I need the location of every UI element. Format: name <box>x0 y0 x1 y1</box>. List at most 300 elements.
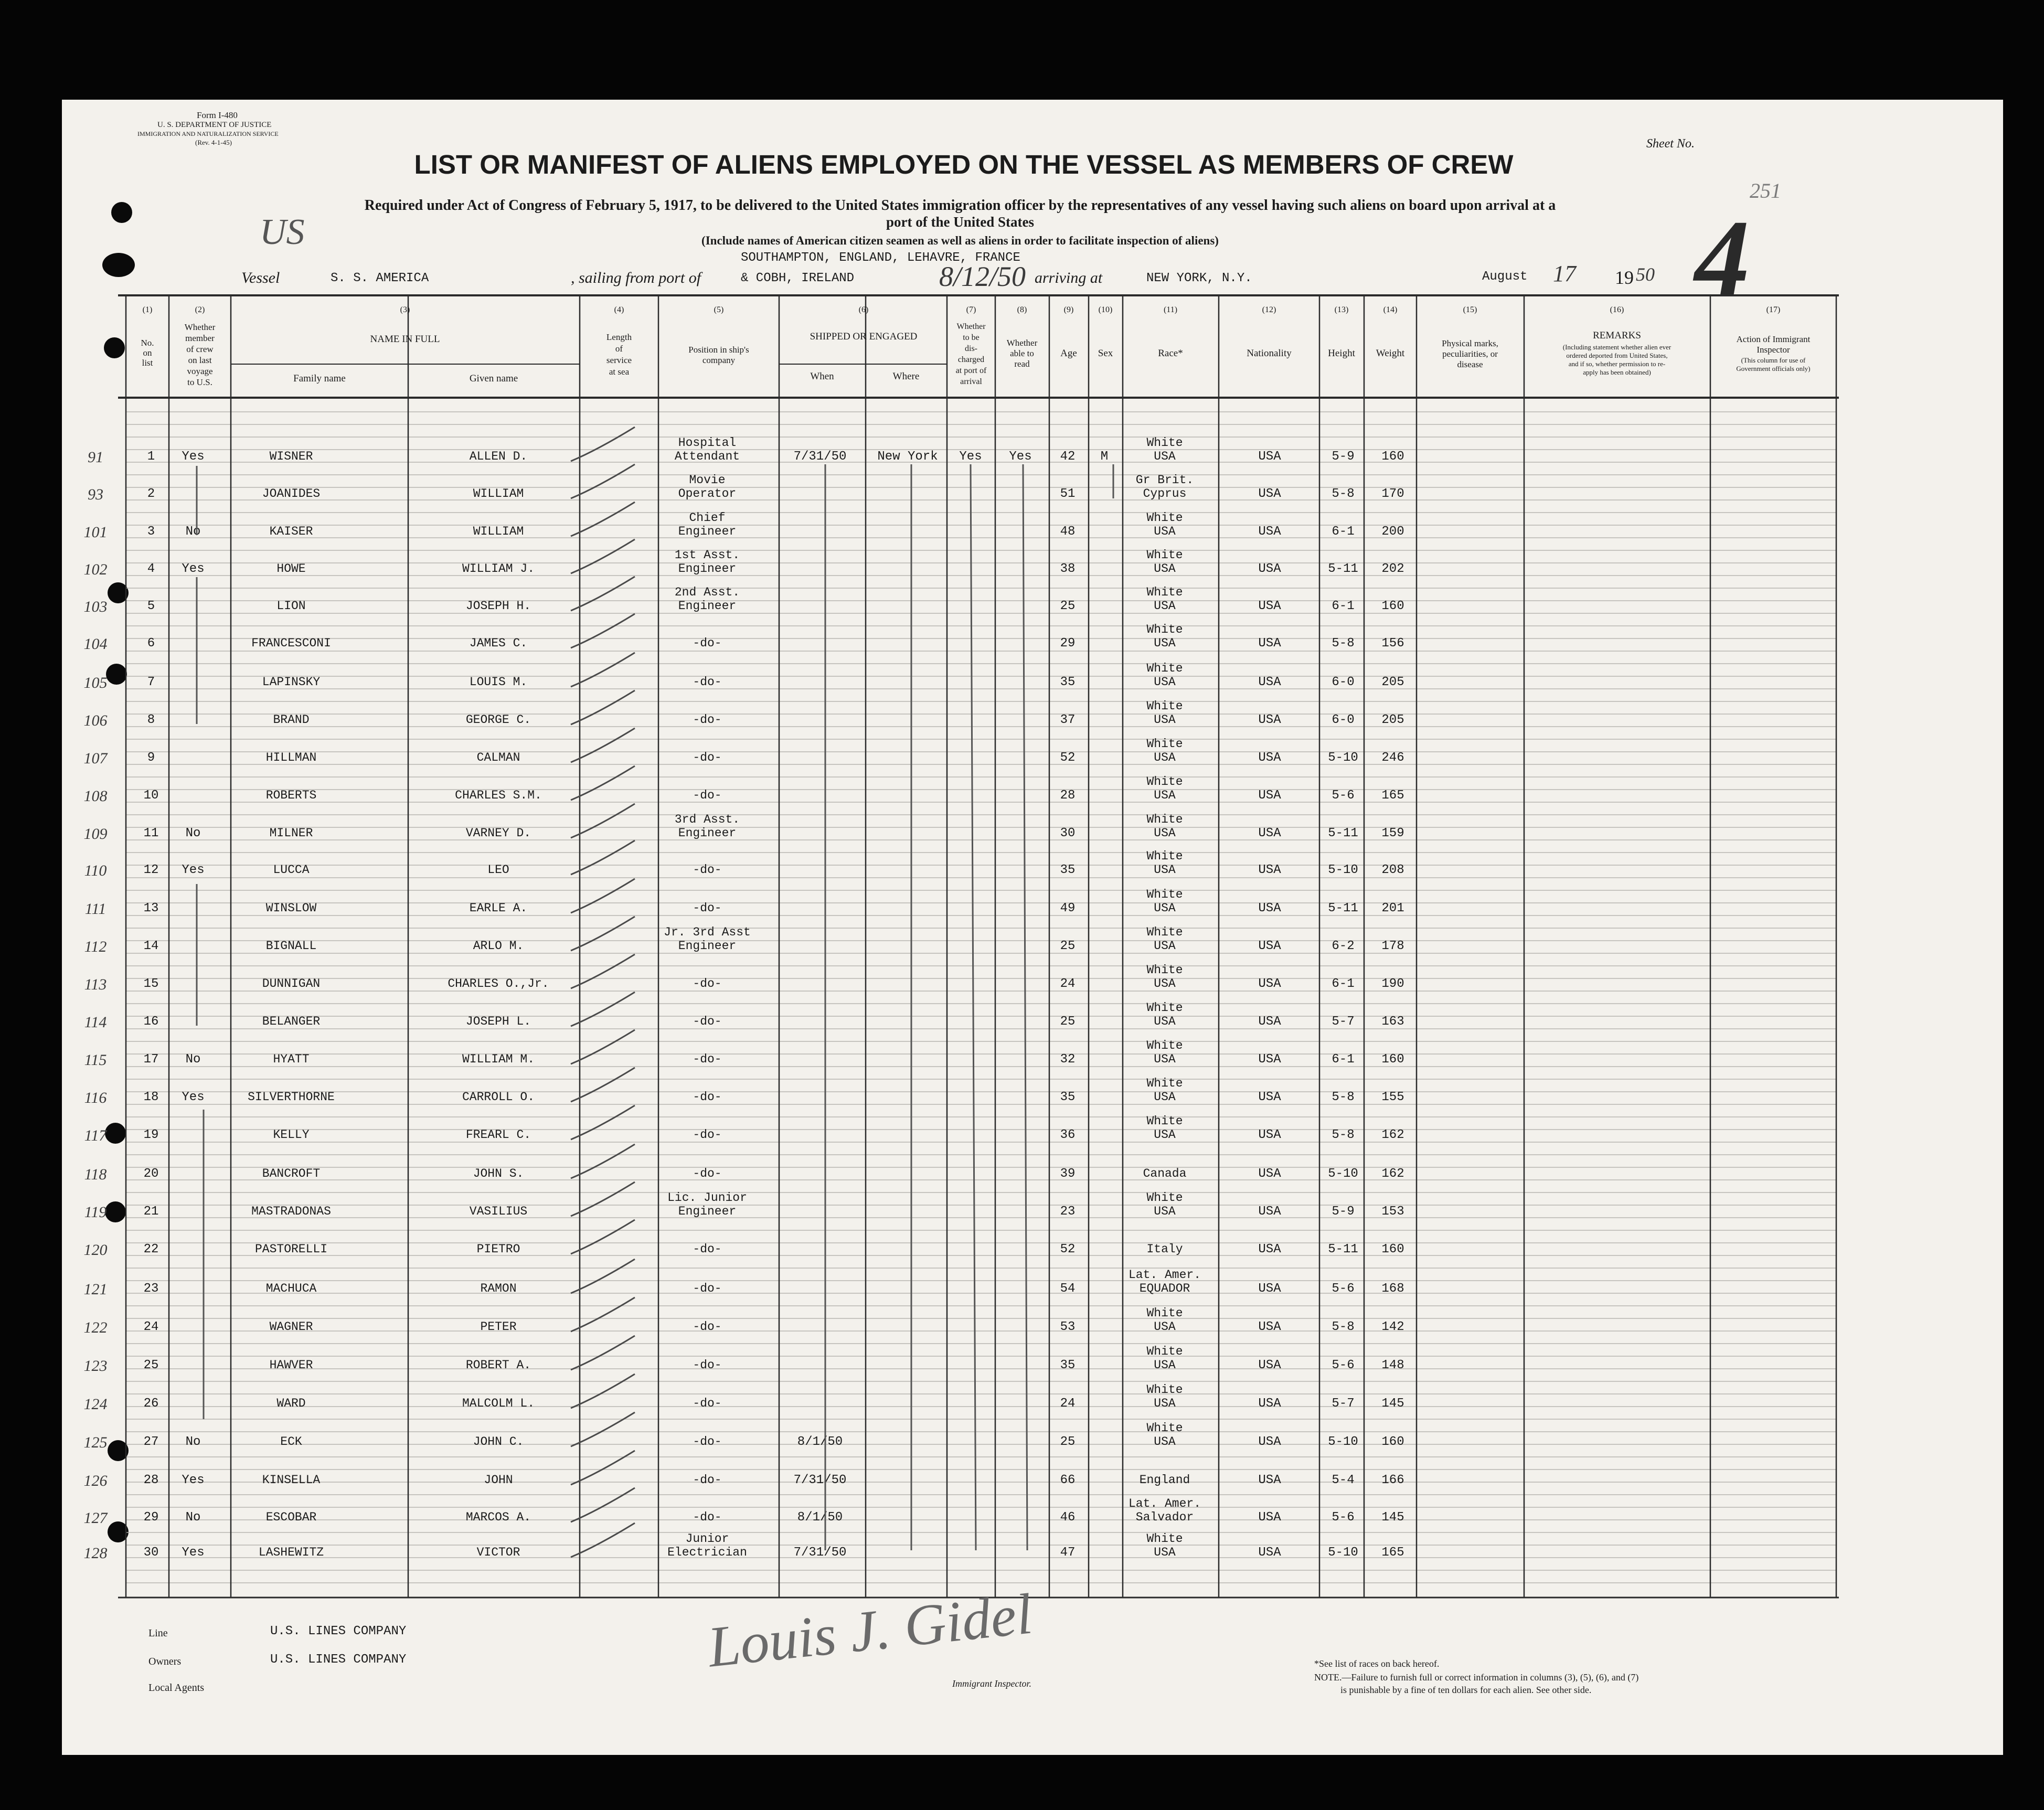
race-line-1: White <box>1146 548 1183 562</box>
height: 5-7 <box>1332 1397 1355 1411</box>
family-name: BRAND <box>273 713 310 727</box>
column-number: (13) <box>1334 305 1349 314</box>
col-discharged: arrival <box>960 377 982 386</box>
margin-number: 116 <box>84 1089 107 1106</box>
margin-number: 124 <box>83 1396 108 1413</box>
race-line-2: USA <box>1154 977 1176 991</box>
family-name: LUCCA <box>273 863 310 877</box>
shipped-when: 7/31/50 <box>793 1473 847 1487</box>
height: 5-11 <box>1328 562 1358 576</box>
given-name: JOHN S. <box>473 1167 524 1180</box>
row-number: 29 <box>143 1510 159 1525</box>
pencil-slash <box>571 728 635 762</box>
col-shipped-engaged: SHIPPED OR ENGAGED <box>810 331 918 342</box>
weight: 201 <box>1381 901 1404 915</box>
age: 25 <box>1060 599 1076 613</box>
position-line-2: -do- <box>693 1510 722 1524</box>
prev-voyage: No <box>185 1510 201 1525</box>
row-number: 4 <box>147 562 155 576</box>
family-name: HAWVER <box>269 1358 313 1372</box>
race-line-2: Cyprus <box>1143 487 1187 501</box>
column-number: (10) <box>1098 305 1113 314</box>
pencil-slash <box>571 1220 635 1254</box>
nationality: USA <box>1258 1282 1281 1296</box>
race-line-2: USA <box>1154 1397 1176 1410</box>
row-number: 2 <box>147 487 155 501</box>
margin-number: 109 <box>83 825 108 843</box>
col-inspector-note: (This column for use of <box>1741 356 1806 364</box>
pencil-slash <box>571 1182 635 1216</box>
nationality: USA <box>1258 901 1281 915</box>
position-line-2: Engineer <box>678 562 737 576</box>
col-able-read: able to <box>1010 348 1034 358</box>
family-name: BIGNALL <box>265 939 317 953</box>
race-line-2: USA <box>1154 826 1176 840</box>
race-line-1: White <box>1146 1114 1183 1128</box>
col-discharged: at port of <box>955 366 987 375</box>
pencil-slash <box>571 1259 635 1293</box>
race-line-1: White <box>1146 1306 1183 1320</box>
column-number: (12) <box>1262 305 1276 314</box>
position-line-2: -do- <box>693 1242 722 1256</box>
race-line-2: USA <box>1154 450 1176 463</box>
race-line-1: White <box>1146 1345 1183 1358</box>
margin-number: 101 <box>83 524 108 541</box>
row-number: 22 <box>143 1242 159 1257</box>
weight: 159 <box>1381 826 1404 840</box>
margin-number: 115 <box>84 1051 107 1069</box>
pencil-slash <box>571 1105 635 1140</box>
col-discharged: dis- <box>965 344 977 353</box>
race-line-1: White <box>1146 813 1183 826</box>
col-family-name: Family name <box>293 373 346 384</box>
family-name: ECK <box>280 1435 302 1449</box>
column-number: (3) <box>400 305 410 314</box>
nationality: USA <box>1258 1546 1281 1560</box>
race-line-2: USA <box>1154 901 1176 915</box>
arrival-year-hw: 50 <box>1636 264 1655 285</box>
column-number: (1) <box>142 305 153 314</box>
row-number: 8 <box>147 713 155 727</box>
age: 52 <box>1060 1242 1076 1257</box>
pencil-slash <box>571 954 635 988</box>
race-line-1: White <box>1146 849 1183 863</box>
race-line-1: Lat. Amer. <box>1128 1497 1201 1510</box>
age: 23 <box>1060 1205 1076 1219</box>
col-prev-voyage: voyage <box>187 366 213 376</box>
inspector-label: Immigrant Inspector. <box>952 1678 1031 1689</box>
given-name: GEORGE C. <box>465 713 531 727</box>
given-name: WILLIAM M. <box>462 1052 535 1066</box>
handwritten-date: 8/12/50 <box>939 261 1026 292</box>
column-number: (16) <box>1610 305 1624 314</box>
nationality: USA <box>1258 487 1281 501</box>
age: 37 <box>1060 713 1076 727</box>
height: 5-8 <box>1332 636 1355 651</box>
nationality: USA <box>1258 1205 1281 1219</box>
pencil-slash <box>571 917 635 951</box>
position-line-1: Chief <box>689 511 726 525</box>
col-height: Height <box>1328 348 1355 359</box>
age: 25 <box>1060 1435 1076 1449</box>
age: 24 <box>1060 977 1076 991</box>
position-line-2: -do- <box>693 863 722 877</box>
position-line-2: Operator <box>678 487 737 501</box>
nationality: USA <box>1258 1320 1281 1334</box>
height: 5-10 <box>1328 1435 1358 1449</box>
prev-voyage: No <box>185 1435 201 1449</box>
race-line-2: USA <box>1154 1090 1176 1104</box>
nationality: USA <box>1258 863 1281 877</box>
given-name: LEO <box>487 863 509 877</box>
col-remarks-note: ordered deported from United States, <box>1566 352 1668 359</box>
weight: 190 <box>1381 977 1404 991</box>
position-line-2: -do- <box>693 636 722 650</box>
given-name: JOHN C. <box>473 1435 524 1449</box>
height: 5-8 <box>1332 1320 1355 1334</box>
row-number: 27 <box>143 1435 159 1449</box>
prev-voyage: Yes <box>182 1546 205 1560</box>
race-line-2: USA <box>1154 1015 1176 1028</box>
prev-voyage: No <box>185 1052 201 1067</box>
col-position: Position in ship's <box>688 345 749 355</box>
race-line-2: USA <box>1154 1052 1176 1066</box>
col-no-on-list: list <box>142 358 153 368</box>
nationality: USA <box>1258 1128 1281 1142</box>
age: 32 <box>1060 1052 1076 1067</box>
family-name: HOWE <box>276 562 306 576</box>
required-line-2: port of the United States <box>886 214 1034 230</box>
family-name: LAPINSKY <box>262 675 321 689</box>
row-number: 5 <box>147 599 155 613</box>
row-number: 9 <box>147 751 155 765</box>
column-number: (9) <box>1063 305 1074 314</box>
family-name: ROBERTS <box>265 789 317 802</box>
position-line-2: -do- <box>693 1090 722 1104</box>
height: 5-10 <box>1328 1167 1358 1181</box>
weight: 170 <box>1381 487 1404 501</box>
arriving-port: NEW YORK, N.Y. <box>1146 271 1252 285</box>
position-line-1: Hospital <box>678 436 737 450</box>
position-line-2: Attendant <box>674 450 740 463</box>
family-name: DUNNIGAN <box>262 977 321 991</box>
position-line-2: -do- <box>693 713 722 727</box>
race-line-2: USA <box>1154 636 1176 650</box>
margin-number: 113 <box>84 976 107 993</box>
service: IMMIGRATION AND NATURALIZATION SERVICE <box>137 130 279 137</box>
col-position: company <box>702 355 736 365</box>
family-name: WAGNER <box>269 1320 313 1334</box>
col-weight: Weight <box>1376 348 1405 359</box>
position-line-2: -do- <box>693 1052 722 1066</box>
prev-voyage: Yes <box>182 1473 205 1487</box>
row-number: 24 <box>143 1320 159 1334</box>
height: 5-6 <box>1332 1358 1355 1372</box>
race-line-1: Lat. Amer. <box>1128 1268 1201 1282</box>
col-no-on-list: No. <box>141 338 154 348</box>
age: 25 <box>1060 1015 1076 1029</box>
given-name: JAMES C. <box>469 636 528 650</box>
col-able-read: Whether <box>1006 338 1038 348</box>
nationality: USA <box>1258 751 1281 765</box>
row-number: 6 <box>147 636 155 651</box>
column-number: (6) <box>858 305 869 314</box>
age: 38 <box>1060 562 1076 576</box>
position-line-2: Engineer <box>678 525 737 538</box>
nationality: USA <box>1258 1015 1281 1029</box>
arrival-day: 17 <box>1553 261 1576 286</box>
prev-voyage: Yes <box>182 863 205 877</box>
nationality: USA <box>1258 525 1281 539</box>
owners-label: Owners <box>148 1656 182 1667</box>
col-prev-voyage: member <box>185 333 215 343</box>
height: 5-10 <box>1328 863 1358 877</box>
col-discharged: charged <box>957 355 985 364</box>
shipped-when: 8/1/50 <box>797 1510 843 1525</box>
margin-number: 108 <box>83 787 108 805</box>
age: 39 <box>1060 1167 1076 1181</box>
position-line-2: -do- <box>693 675 722 689</box>
given-name: ROBERT A. <box>465 1358 531 1372</box>
race-line-2: USA <box>1154 525 1176 538</box>
race-line-2: England <box>1139 1473 1190 1487</box>
given-name: LOUIS M. <box>469 675 528 689</box>
shipped-when: 7/31/50 <box>793 1546 847 1560</box>
weight: 178 <box>1381 939 1404 953</box>
arrival-year-print: 19 <box>1615 267 1634 288</box>
col-prev-voyage: on last <box>188 355 212 365</box>
position-line-2: -do- <box>693 1015 722 1028</box>
row-number: 1 <box>147 450 155 464</box>
margin-number: 125 <box>83 1434 108 1451</box>
able-to-read: Yes <box>1009 450 1032 464</box>
race-line-2: USA <box>1154 675 1176 689</box>
weight: 160 <box>1381 1242 1404 1257</box>
col-remarks-note: apply has been obtained) <box>1583 368 1651 376</box>
height: 5-6 <box>1332 1282 1355 1296</box>
row-number: 16 <box>143 1015 159 1029</box>
pencil-slash <box>571 766 635 800</box>
position-line-1: 2nd Asst. <box>674 585 740 599</box>
column-number: (2) <box>195 305 205 314</box>
row-number: 3 <box>147 525 155 539</box>
family-name: KELLY <box>273 1128 310 1142</box>
sheet-stamp: 251 <box>1750 179 1781 203</box>
note-fine-2: is punishable by a fine of ten dollars for each alien. See other side. <box>1340 1685 1592 1695</box>
row-number: 11 <box>143 826 159 840</box>
revision: (Rev. 4-1-45) <box>195 139 232 146</box>
row-number: 18 <box>143 1090 159 1104</box>
family-name: LASHEWITZ <box>258 1546 324 1559</box>
column-number: (7) <box>966 305 976 314</box>
family-name: KAISER <box>269 525 313 538</box>
position-line-1: 1st Asst. <box>674 548 740 562</box>
weight: 160 <box>1381 1052 1404 1067</box>
nationality: USA <box>1258 939 1281 953</box>
pencil-slash <box>571 614 635 648</box>
given-name: PIETRO <box>476 1242 520 1256</box>
race-line-1: White <box>1146 623 1183 636</box>
pencil-slash <box>571 577 635 611</box>
race-line-2: USA <box>1154 939 1176 953</box>
weight: 155 <box>1381 1090 1404 1104</box>
race-line-2: USA <box>1154 1205 1176 1218</box>
race-line-1: White <box>1146 737 1183 751</box>
given-name: PETER <box>480 1320 517 1334</box>
age: 49 <box>1060 901 1076 915</box>
sheet-label: Sheet No. <box>1646 137 1695 151</box>
race-line-2: Salvador <box>1135 1510 1194 1524</box>
age: 35 <box>1060 1090 1076 1104</box>
margin-number: 117 <box>84 1127 107 1144</box>
row-number: 25 <box>143 1358 159 1372</box>
col-length-service: of <box>615 344 623 354</box>
family-name: PASTORELLI <box>254 1242 328 1256</box>
margin-number: 126 <box>83 1472 108 1489</box>
race-line-1: White <box>1146 925 1183 939</box>
nationality: USA <box>1258 1090 1281 1104</box>
weight: 246 <box>1381 751 1404 765</box>
weight: 145 <box>1381 1397 1404 1411</box>
height: 5-11 <box>1328 826 1358 840</box>
position-line-2: Engineer <box>678 939 737 953</box>
age: 47 <box>1060 1546 1076 1560</box>
race-line-2: Italy <box>1146 1242 1183 1256</box>
position-line-1: Jr. 3rd Asst <box>664 925 751 939</box>
sailing-label: , sailing from port of <box>571 269 701 286</box>
position-line-2: -do- <box>693 1282 722 1295</box>
position-line-2: -do- <box>693 751 722 764</box>
given-name: VASILIUS <box>469 1205 528 1218</box>
prev-voyage: Yes <box>182 562 205 576</box>
weight: 168 <box>1381 1282 1404 1296</box>
family-name: KINSELLA <box>262 1473 321 1487</box>
weight: 165 <box>1381 789 1404 803</box>
nationality: USA <box>1258 675 1281 689</box>
race-line-2: EQUADOR <box>1139 1282 1190 1295</box>
margin-number: 107 <box>83 750 108 767</box>
height: 5-8 <box>1332 1128 1355 1142</box>
pencil-slash <box>571 1336 635 1370</box>
height: 5-6 <box>1332 789 1355 803</box>
include-note: (Include names of American citizen seamen as well as aliens in order to facilitate inspection of aliens) <box>701 234 1219 247</box>
nationality: USA <box>1258 599 1281 613</box>
position-line-2: -do- <box>693 1358 722 1372</box>
pencil-slash <box>571 840 635 875</box>
pencil-slash <box>571 992 635 1026</box>
note-fine-1: NOTE.—Failure to furnish full or correct information in columns (3), (5), (6), and (7) <box>1314 1672 1639 1683</box>
nationality: USA <box>1258 1473 1281 1487</box>
col-remarks: REMARKS <box>1593 330 1641 341</box>
weight: 156 <box>1381 636 1404 651</box>
position-line-2: -do- <box>693 1320 722 1334</box>
prev-voyage: Yes <box>182 1090 205 1104</box>
line-value: U.S. LINES COMPANY <box>270 1624 407 1638</box>
margin-number: 93 <box>88 486 103 503</box>
race-line-1: Gr Brit. <box>1135 473 1194 487</box>
col-nationality: Nationality <box>1247 348 1292 359</box>
row-number: 15 <box>143 977 159 991</box>
family-name: BANCROFT <box>262 1167 321 1180</box>
col-inspector-action: Action of Immigrant <box>1736 334 1811 344</box>
position-line-1: 3rd Asst. <box>674 813 740 826</box>
prev-voyage: Yes <box>182 450 205 464</box>
weight: 153 <box>1381 1205 1404 1219</box>
weight: 145 <box>1381 1510 1404 1525</box>
shipped-when: 7/31/50 <box>793 450 847 464</box>
age: 46 <box>1060 1510 1076 1525</box>
margin-number: 121 <box>83 1281 108 1298</box>
row-number: 28 <box>143 1473 159 1487</box>
arrival-month: August <box>1482 270 1528 284</box>
col-discharged: Whether <box>956 322 986 331</box>
col-inspector-action: Inspector <box>1756 345 1790 355</box>
weight: 148 <box>1381 1358 1404 1372</box>
position-line-2: -do- <box>693 901 722 915</box>
weight: 202 <box>1381 562 1404 576</box>
form-number: Form I-480 <box>197 110 238 120</box>
position-line-2: -do- <box>693 1397 722 1410</box>
col-inspector-note: Government officials only) <box>1736 365 1811 372</box>
height: 5-4 <box>1332 1473 1355 1487</box>
age: 48 <box>1060 525 1076 539</box>
race-line-2: USA <box>1154 789 1176 802</box>
sex: M <box>1100 450 1109 464</box>
col-able-read: read <box>1014 359 1030 369</box>
col-physical-marks: Physical marks, <box>1442 338 1498 348</box>
required-line-1: Required under Act of Congress of February 5, 1917, to be delivered to the United States immigration officer by the representatives of any vessel having such aliens on board upon arrival at a <box>364 197 1556 214</box>
given-name: WILLIAM J. <box>462 562 535 576</box>
weight: 165 <box>1381 1546 1404 1560</box>
given-name: ARLO M. <box>473 939 524 953</box>
arriving-label: arriving at <box>1035 269 1103 286</box>
age: 36 <box>1060 1128 1076 1142</box>
nationality: USA <box>1258 1397 1281 1411</box>
margin-number: 111 <box>84 900 107 918</box>
given-name: ALLEN D. <box>469 450 528 463</box>
given-name: CHARLES O.,Jr. <box>448 977 549 991</box>
given-name: EARLE A. <box>469 901 528 915</box>
row-number: 13 <box>143 901 159 915</box>
row-number: 30 <box>143 1546 159 1560</box>
discharged: Yes <box>959 450 982 464</box>
col-sex: Sex <box>1098 348 1113 359</box>
family-name: WARD <box>276 1397 306 1410</box>
race-line-1: White <box>1146 1421 1183 1435</box>
weight: 160 <box>1381 450 1404 464</box>
nationality: USA <box>1258 789 1281 803</box>
col-where: Where <box>892 371 920 382</box>
col-prev-voyage: to U.S. <box>187 377 212 387</box>
height: 6-0 <box>1332 713 1355 727</box>
column-number: (11) <box>1163 305 1178 314</box>
height: 5-10 <box>1328 751 1358 765</box>
col-no-on-list: on <box>143 348 152 358</box>
department: U. S. DEPARTMENT OF JUSTICE <box>157 121 272 129</box>
position-line-2: -do- <box>693 1128 722 1142</box>
pencil-slash <box>571 879 635 913</box>
sheet-number: 4 <box>1695 198 1750 320</box>
age: 66 <box>1060 1473 1076 1487</box>
race-line-1: White <box>1146 585 1183 599</box>
height: 6-1 <box>1332 525 1355 539</box>
height: 5-10 <box>1328 1546 1358 1560</box>
margin-number: 91 <box>88 449 103 466</box>
note-races: *See list of races on back hereof. <box>1314 1658 1440 1669</box>
height: 6-1 <box>1332 1052 1355 1067</box>
race-line-2: USA <box>1154 1320 1176 1334</box>
pencil-slash <box>571 1068 635 1102</box>
